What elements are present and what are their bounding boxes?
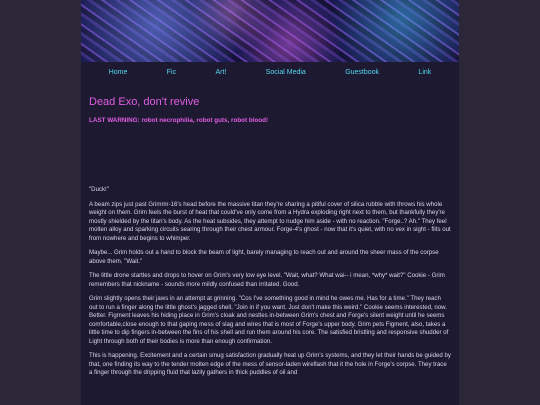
content-warning: LAST WARNING: robot necrophilia, robot guts, robot blood! <box>89 117 269 124</box>
nav-guestbook-link[interactable]: Guestbook <box>345 68 380 76</box>
story-paragraph: Grim slightly opens their jaws in an attempt at grinning. "Cos I've something good in mind he owes me. Has for a time." They reach out to run a finger along the little ghost's jagged shell, "Join in if you want. Just don't make this weird." Cookie seems interested, now. Better. Figment leaves his hiding place in Grim's cloak and nestles in-between Grim's chest and Forge's silent weight until he seems comfortable,close enough to that gaping mess of slag and wires that is most of Forge's upper body. Grim pets Figment, also, takes a little time to dip fingers in-between the fins of his shell and run them around his core. The satisfied bristling and responsive shudder of Light through both of their bodies is more than enough confirmation. <box>89 295 449 345</box>
story-paragraph: The little drone startles and drops to hover on Grim's very low eye level. "Wait, what? What wai-- i mean, *why* wait?" Cookie - Grim remembers that nickname - sounds more mildly confused than irritated. Good. <box>89 272 445 288</box>
nav-link-link[interactable]: Link <box>418 68 432 76</box>
header-banner-image <box>81 0 459 62</box>
nav-social-media-link[interactable]: Social Media <box>265 68 306 76</box>
story-paragraph: Maybe... Grim holds out a hand to block the beam of light, barely managing to reach out and around the sheer mass of the corpse above them. "Wait." <box>89 249 439 265</box>
post-title: Dead Exo, don't revive <box>89 96 200 108</box>
story-paragraph: "Duck!" <box>89 186 109 193</box>
page-column <box>81 0 459 405</box>
story-body <box>89 186 451 384</box>
story-paragraph: This is happening. Excitement and a certain smug satisfaction gradually heat up Grim's systems, and they let their hands be guided by that, one finding its way to the tender molten edge of the mess of sensor-laden wireflash that it the hole in Forge's corpse. They trace a finger through the dripping fluid that lazily gathers in thick puddles of oil and <box>89 352 451 376</box>
nav-home-link[interactable]: Home <box>108 68 128 76</box>
top-nav <box>81 62 459 82</box>
nav-art-link[interactable]: Art! <box>215 68 227 76</box>
nav-fic-link[interactable]: Fic <box>166 68 177 76</box>
story-paragraph: A beam zips just past Grimmr-16's head before the massive titan they're sharing a pitiful cover of silica rubble with throws his whole weight on them. Grim feels the burst of heat that could've only come from a Hydra exploding right next to them, but thankfully they're mostly shielded by the titan's body. As the heat subsides, they attempt to nudge him aside - with no reaction. "Forge..? Ah." They feel molten alloy and sparking circuits searing through their chest armour. Forge-4's ghost - now that it's quiet, with no vex in sight - flits out from nowhere and begins to whimper. <box>89 200 451 242</box>
